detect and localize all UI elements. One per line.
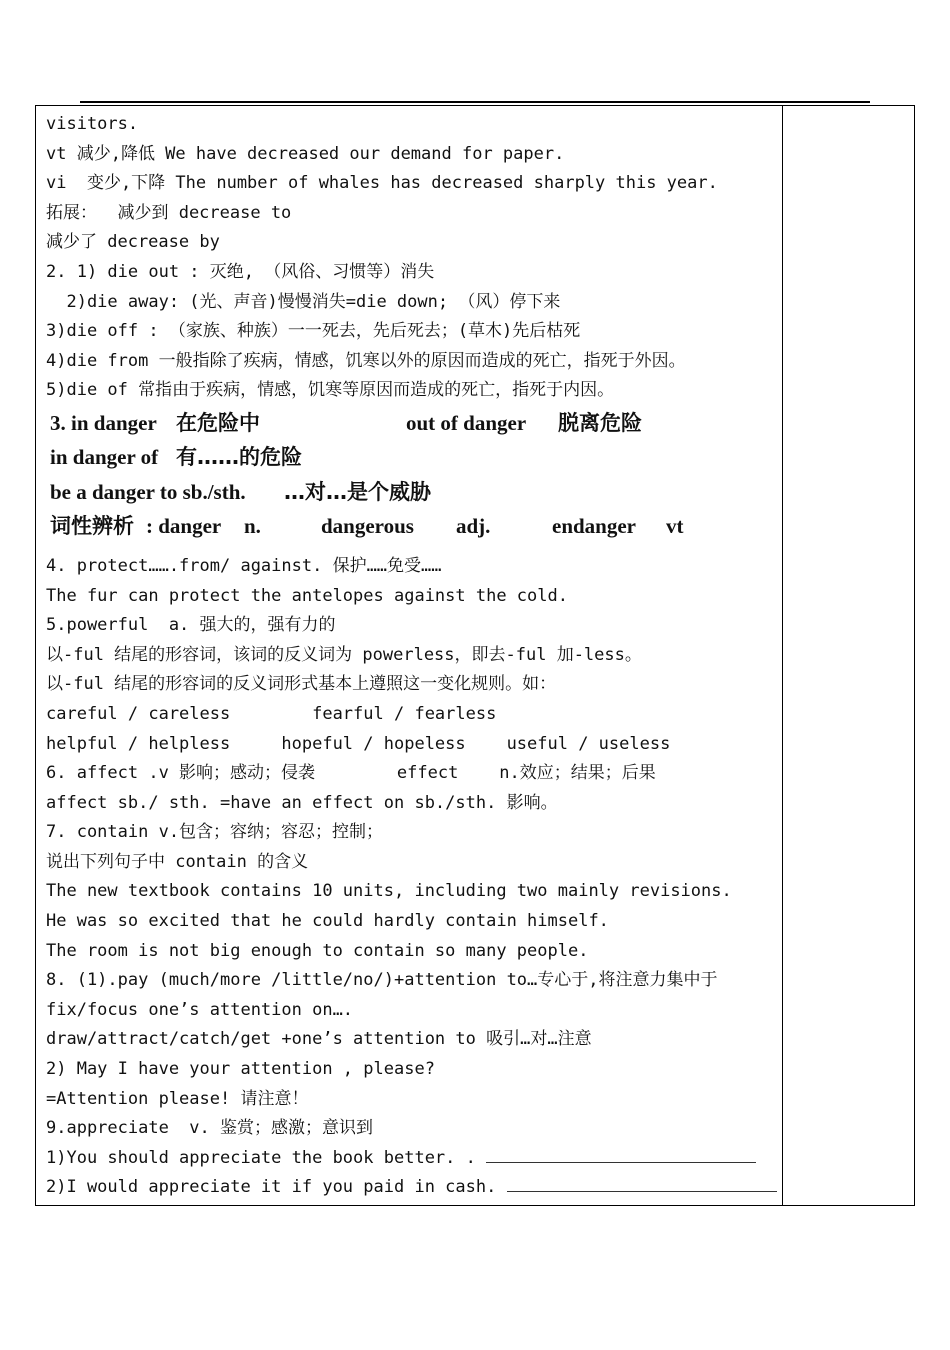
text-line: draw/attract/catch/get +one’s attention to 吸引…对…注意	[46, 1029, 592, 1050]
text-line: 6. affect .v 影响；感动；侵袭 effect n.效应；结果；后果	[46, 763, 656, 784]
text-line: affect sb./ sth. =have an effect on sb./sth. 影响。	[46, 792, 558, 813]
phrase-meaning: 脱离危险	[558, 410, 642, 435]
danger-row	[46, 475, 776, 510]
text-line: 说出下列句子中 contain 的含义	[46, 851, 309, 872]
text-line: helpful / helpless hopeful / hopeless useful / useless	[46, 733, 671, 754]
exercise-line	[46, 1173, 776, 1203]
text-line: The fur can protect the antelopes against the cold.	[46, 585, 568, 606]
text-line: 2)die away: (光、声音)慢慢消失=die down; （风）停下来	[46, 291, 561, 312]
text-line: The new textbook contains 10 units, including two mainly revisions.	[46, 881, 732, 902]
text-line: 7. contain v.包含；容纳；容忍；控制；	[46, 822, 384, 843]
text-line: He was so excited that he could hardly contain himself.	[46, 911, 609, 932]
text-line: 5.powerful a. 强大的，强有力的	[46, 615, 336, 636]
phrase-text: dangerous	[321, 514, 414, 539]
phrase-text: 3. in danger	[50, 410, 157, 435]
text-line: 以-ful 结尾的形容词，该词的反义词为 powerless，即去-ful 加-less。	[46, 644, 642, 665]
notes-column	[46, 110, 776, 1203]
text-line: 2. 1) die out : 灭绝, （风俗、习惯等）消失	[46, 261, 435, 282]
text-line: 4. protect…….from/ against. 保护……免受……	[46, 555, 442, 576]
text-line: vi 变少,下降 The number of whales has decreased sharply this year.	[46, 173, 718, 194]
exercise-sentence: 1)You should appreciate the book better. .	[46, 1147, 487, 1168]
text-line: 5)die of 常指由于疾病，情感，饥寒等原因而造成的死亡，指死于内因。	[46, 380, 615, 401]
phrase-pos: vt	[666, 514, 684, 539]
phrase-text: endanger	[552, 514, 636, 539]
phrase-text: be a danger to sb./sth.	[50, 479, 246, 504]
phrase-pos: adj.	[456, 514, 491, 539]
danger-row	[46, 406, 776, 441]
column-divider	[782, 105, 783, 1206]
text-line: 4)die from 一般指除了疾病，情感，饥寒以外的原因而造成的死亡，指死于外因。	[46, 350, 686, 371]
text-line: visitors.	[46, 114, 139, 134]
answer-blank[interactable]	[486, 1144, 756, 1163]
header-rule	[80, 101, 870, 103]
phrase-heading: 词性辨析	[50, 514, 134, 539]
text-line: 拓展： 减少到 decrease to	[46, 202, 292, 223]
text-line: careful / careless fearful / fearless	[46, 703, 497, 724]
phrase-text: out of danger	[406, 410, 527, 435]
text-line: 以-ful 结尾的形容词的反义词形式基本上遵照这一变化规则。如：	[46, 674, 557, 695]
exercise-sentence: 2)I would appreciate it if you paid in cash.	[46, 1177, 507, 1198]
phrase-text: in danger of	[50, 445, 159, 470]
exercise-line	[46, 1144, 776, 1174]
answer-blank[interactable]	[507, 1173, 777, 1192]
danger-row	[46, 440, 776, 475]
text-line: =Attention please! 请注意！	[46, 1088, 309, 1109]
danger-row	[46, 509, 776, 544]
phrase-pos: n.	[244, 514, 261, 539]
text-line: 2) May I have your attention , please?	[46, 1059, 435, 1080]
phrase-text: : danger	[146, 514, 222, 539]
phrase-meaning: 有……的危险	[176, 445, 302, 470]
phrase-meaning: …对…是个威胁	[284, 479, 431, 504]
text-line: 减少了 decrease by	[46, 232, 220, 253]
text-line: 8. (1).pay (much/more /little/no/)+attention to…专心于,将注意力集中于	[46, 970, 718, 991]
danger-phrase-box	[46, 406, 776, 544]
text-line: vt 减少,降低 We have decreased our demand for paper.	[46, 143, 565, 164]
text-line: 3)die off : （家族、种族）一一死去，先后死去；(草木)先后枯死	[46, 321, 581, 342]
text-line: fix/focus one’s attention on….	[46, 999, 354, 1020]
phrase-meaning: 在危险中	[176, 410, 260, 435]
text-line: The room is not big enough to contain so many people.	[46, 940, 589, 961]
text-line: 9.appreciate v. 鉴赏；感激；意识到	[46, 1118, 373, 1139]
